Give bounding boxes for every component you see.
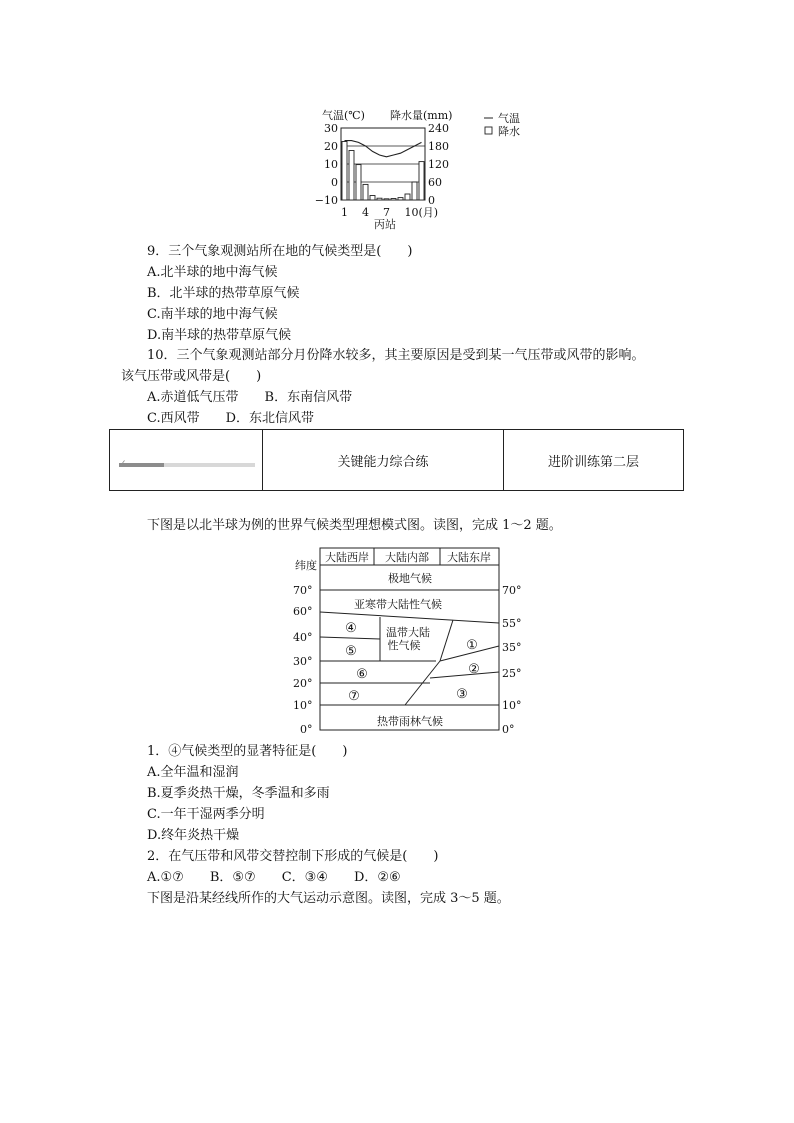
question-2-stem: 2．在气压带和风带交替控制下形成的气候是( ) — [147, 849, 439, 864]
region-4: ④ — [345, 621, 357, 636]
left-axis-title: 气温(℃) — [322, 109, 365, 122]
left-tick-label: 30 — [324, 122, 338, 135]
section-title: 关键能力综合练 — [263, 430, 504, 490]
x-tick-label: 10(月) — [404, 206, 439, 219]
left-tick-label: 10 — [324, 158, 338, 171]
question-9-stem: 9．三个气象观测站所在地的气候类型是( ) — [147, 244, 413, 259]
lat-right-35: 35° — [502, 641, 522, 654]
region-temperate-line2: 性气候 — [387, 639, 421, 652]
right-ticks — [428, 122, 449, 207]
right-tick-label: 0 — [428, 194, 435, 207]
x-tick-label: 1 — [341, 206, 348, 219]
left-tick-label: 0 — [331, 176, 338, 189]
precip-bar — [356, 165, 361, 200]
right-tick-label: 120 — [428, 158, 449, 171]
precip-bar — [342, 142, 347, 201]
right-tick-label: 240 — [428, 122, 449, 135]
question-1-option-d: D.终年炎热干燥 — [147, 828, 240, 843]
question-10-stem-line2: 该气压带或风带是( ) — [121, 369, 262, 384]
climate-model-diagram — [290, 545, 530, 735]
region-5: ⑤ — [345, 644, 357, 659]
question-1-option-b: B.夏季炎热干燥，冬季温和多雨 — [147, 786, 330, 801]
precip-bars — [342, 142, 424, 201]
section-header-band — [109, 429, 684, 491]
precip-bar — [384, 199, 389, 200]
precip-bar — [363, 184, 368, 200]
region-6: ⑥ — [356, 667, 368, 682]
right-axis-title: 降水量(mm) — [390, 109, 453, 122]
left-ticks — [315, 122, 338, 207]
precip-bar — [370, 196, 375, 201]
lat-right-55: 55° — [502, 617, 522, 630]
left-tick-label: −10 — [314, 194, 338, 207]
region-3: ③ — [456, 687, 468, 702]
question-9-option-b: B．北半球的热带草原气候 — [147, 286, 300, 301]
legend-precip-label: 降水 — [498, 125, 520, 138]
precip-bar — [412, 182, 417, 200]
precip-bar — [377, 198, 382, 200]
question-9-option-c: C.南半球的地中海气候 — [147, 307, 278, 322]
region-polar: 极地气候 — [388, 572, 432, 585]
interior-east-border — [440, 620, 453, 661]
line-25 — [430, 672, 499, 678]
region-temperate-line1: 温带大陆 — [386, 626, 430, 639]
header-west-coast: 大陆西岸 — [325, 551, 369, 564]
progress-bar-fill — [119, 463, 164, 467]
line-40 — [320, 637, 380, 639]
lat-left-40: 40° — [293, 631, 313, 644]
progress-cell — [110, 430, 263, 490]
region-rainforest: 热带雨林气候 — [377, 715, 443, 728]
lat-left-0: 0° — [300, 723, 313, 735]
x-tick-label: 7 — [383, 206, 390, 219]
intro-text-2: 下图是沿某经线所作的大气运动示意图。读图，完成 3～5 题。 — [147, 891, 510, 906]
section-level: 进阶训练第二层 — [547, 454, 639, 470]
left-tick-label: 20 — [324, 140, 338, 153]
lat-left-70: 70° — [293, 584, 313, 597]
question-10-stem: 10．三个气象观测站部分月份降水较多，其主要原因是受到某一气压带或风带的影响。 — [147, 348, 645, 363]
legend-precip-icon — [485, 127, 492, 134]
right-tick-label: 60 — [428, 176, 442, 189]
lat-left-30: 30° — [293, 655, 313, 668]
precip-bar — [419, 162, 424, 200]
precip-bar — [398, 198, 403, 200]
intro-text-1: 下图是以北半球为例的世界气候类型理想模式图。读图，完成 1～2 题。 — [147, 518, 562, 533]
question-1-option-a: A.全年温和湿润 — [147, 765, 239, 780]
precip-bar — [349, 151, 354, 201]
x-tick-label: 4 — [362, 206, 369, 219]
lat-right-10: 10° — [502, 699, 522, 712]
header-east-coast: 大陆东岸 — [447, 551, 491, 564]
climate-chart — [300, 105, 550, 233]
question-10-options-cd: C.西风带 D．东北信风带 — [147, 411, 315, 426]
lat-left-10: 10° — [293, 699, 313, 712]
progress-bar — [119, 463, 255, 467]
temperature-line — [345, 141, 422, 157]
region-2: ② — [468, 662, 480, 677]
question-2-options: A.①⑦ B．⑤⑦ C．③④ D．②⑥ — [147, 870, 401, 885]
station-label: 丙站 — [374, 218, 396, 231]
question-10-options-ab: A.赤道低气压带 B．东南信风带 — [147, 390, 353, 405]
question-9-option-d: D.南半球的热带草原气候 — [147, 328, 292, 343]
question-9-option-a: A.北半球的地中海气候 — [147, 265, 278, 280]
lat-left-60: 60° — [293, 605, 313, 618]
question-1-stem: 1．④气候类型的显著特征是( ) — [147, 744, 348, 759]
lat-right-0: 0° — [502, 723, 515, 735]
precip-bar — [391, 199, 396, 201]
lat-right-70: 70° — [502, 584, 522, 597]
lat-left-20: 20° — [293, 677, 313, 690]
region-7: ⑦ — [348, 689, 360, 704]
precip-bar — [405, 194, 410, 200]
legend-temp-label: 气温 — [498, 112, 520, 125]
question-1-option-c: C.一年干湿两季分明 — [147, 807, 265, 822]
latitude-title: 纬度 — [295, 559, 317, 572]
header-interior: 大陆内部 — [385, 551, 429, 564]
right-tick-label: 180 — [428, 140, 449, 153]
region-subarctic: 亚寒带大陆性气候 — [354, 598, 442, 611]
region-1: ① — [466, 638, 478, 653]
lat-right-25: 25° — [502, 667, 522, 680]
